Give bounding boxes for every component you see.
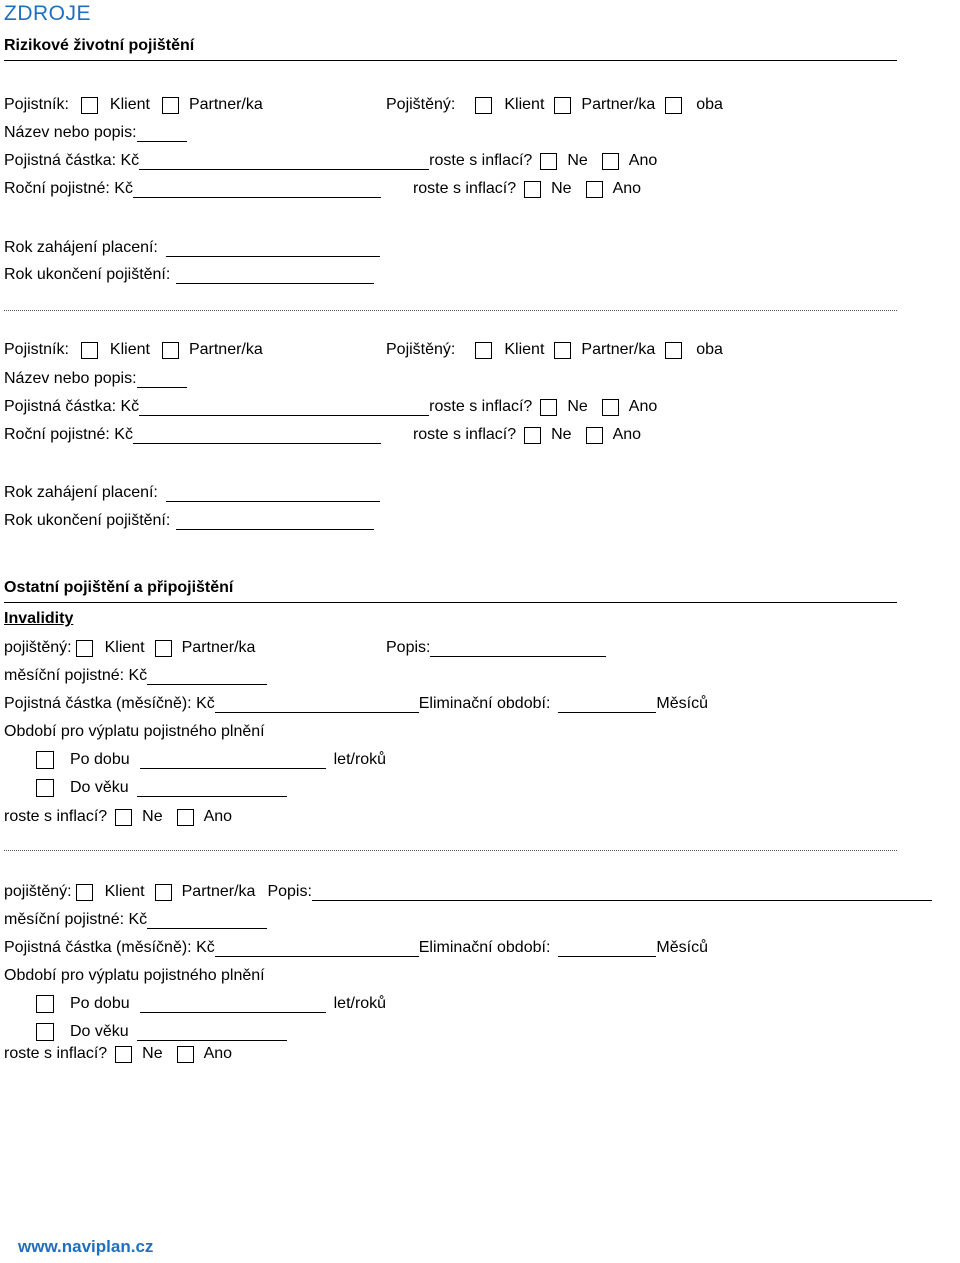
months-label: Měsíců [656, 695, 708, 712]
waiting-period-field[interactable] [558, 940, 656, 957]
inflation-label: roste s inflací? [4, 1045, 108, 1062]
monthly-sum-field[interactable] [215, 696, 419, 713]
section-divider [4, 602, 897, 603]
duration-label: Po dobu [70, 751, 130, 768]
insured-client-checkbox[interactable] [76, 640, 93, 657]
years-label: let/roků [333, 751, 387, 768]
block-divider [4, 850, 897, 851]
sum-insured-field[interactable] [139, 153, 429, 170]
yes-label: Ano [628, 398, 658, 415]
monthly-sum-field[interactable] [215, 940, 419, 957]
duration-checkbox[interactable] [36, 995, 54, 1013]
name-field[interactable] [137, 125, 187, 142]
payment-start-field[interactable] [166, 485, 380, 502]
client-label: Klient [109, 341, 150, 358]
age-field[interactable] [137, 780, 287, 797]
waiting-period-label: Eliminační období: [418, 695, 551, 712]
payout-period-label: Období pro výplatu pojistného plnění [4, 723, 265, 740]
description-row [386, 637, 606, 659]
yes-label: Ano [628, 152, 658, 169]
no-label: Ne [551, 426, 572, 443]
client-label: Klient [104, 639, 145, 656]
insurance-end-label: Rok ukončení pojištění: [4, 266, 171, 283]
policyholder-client-checkbox[interactable] [81, 342, 98, 359]
inflation-yes-checkbox[interactable] [177, 809, 194, 826]
inflation-label: roste s inflací? [429, 152, 533, 169]
insured-label: pojištěný: [4, 639, 72, 656]
footer-website-link[interactable]: www.naviplan.cz [18, 1237, 154, 1256]
subheading-disability: Invalidity [4, 610, 74, 627]
annual-premium-row [4, 424, 641, 446]
description-label: Popis: [386, 639, 431, 656]
partner-label: Partner/ka [581, 341, 656, 358]
insured-client-checkbox[interactable] [76, 884, 93, 901]
payment-start-row [4, 482, 380, 504]
insured-partner-checkbox[interactable] [554, 97, 571, 114]
partner-label: Partner/ka [581, 96, 656, 113]
name-row [4, 122, 187, 144]
monthly-premium-row [4, 909, 267, 931]
duration-checkbox[interactable] [36, 751, 54, 769]
insurance-end-row [4, 510, 374, 532]
payout-period-row [4, 965, 265, 987]
section-heading-other-insurance: Ostatní pojištění a připojištění [4, 579, 234, 596]
insurance-end-row [4, 264, 374, 286]
duration-row [36, 749, 386, 771]
inflation-yes-checkbox[interactable] [602, 153, 619, 170]
inflation-row [4, 1043, 232, 1065]
annual-premium-field[interactable] [133, 427, 381, 444]
monthly-sum-row [4, 937, 708, 959]
payment-start-label: Rok zahájení placení: [4, 239, 158, 256]
insured-client-checkbox[interactable] [475, 97, 492, 114]
page-title: ZDROJE [4, 2, 91, 25]
insured-partner-checkbox[interactable] [155, 884, 172, 901]
section-heading-life-insurance: Rizikové životní pojištění [4, 37, 195, 54]
insured-row [386, 94, 723, 116]
insured-label: Pojištěný: [386, 341, 456, 358]
monthly-premium-label: měsíční pojistné: Kč [4, 667, 148, 684]
inflation-yes-checkbox[interactable] [602, 399, 619, 416]
payout-period-label: Období pro výplatu pojistného plnění [4, 967, 265, 984]
both-label: oba [696, 96, 723, 113]
no-label: Ne [142, 1045, 163, 1062]
monthly-premium-field[interactable] [147, 668, 267, 685]
policyholder-partner-checkbox[interactable] [162, 97, 179, 114]
name-field[interactable] [137, 371, 187, 388]
no-label: Ne [567, 398, 588, 415]
client-label: Klient [504, 341, 545, 358]
inflation-label: roste s inflací? [412, 426, 517, 443]
inflation-no-checkbox[interactable] [540, 153, 557, 170]
insured-label: Pojištěný: [386, 96, 456, 113]
insurance-end-field[interactable] [176, 267, 374, 284]
inflation-label: roste s inflací? [429, 398, 533, 415]
inflation-no-checkbox[interactable] [540, 399, 557, 416]
inflation-no-checkbox[interactable] [115, 809, 132, 826]
policyholder-label: Pojistník: [4, 96, 69, 113]
sum-insured-field[interactable] [139, 399, 429, 416]
section-divider [4, 60, 897, 61]
insured-both-checkbox[interactable] [665, 97, 682, 114]
inflation-row [4, 806, 232, 828]
inflation-no-checkbox[interactable] [115, 1046, 132, 1063]
age-checkbox[interactable] [36, 1023, 54, 1041]
insured-partner-checkbox[interactable] [554, 342, 571, 359]
policyholder-partner-checkbox[interactable] [162, 342, 179, 359]
no-label: Ne [142, 808, 163, 825]
monthly-premium-field[interactable] [147, 912, 267, 929]
policyholder-row [4, 94, 263, 116]
sum-insured-row [4, 150, 657, 172]
monthly-premium-row [4, 665, 267, 687]
insurance-end-field[interactable] [176, 513, 374, 530]
name-label: Název nebo popis: [4, 370, 137, 387]
age-label: Do věku [70, 1023, 129, 1040]
payout-period-row [4, 721, 265, 743]
client-label: Klient [109, 96, 150, 113]
annual-premium-row [4, 178, 641, 200]
duration-row [36, 993, 386, 1015]
insured-row [4, 637, 255, 659]
partner-label: Partner/ka [188, 341, 263, 358]
age-checkbox[interactable] [36, 779, 54, 797]
name-label: Název nebo popis: [4, 124, 137, 141]
insured-client-checkbox[interactable] [475, 342, 492, 359]
name-row [4, 368, 187, 390]
insured-both-checkbox[interactable] [665, 342, 682, 359]
months-label: Měsíců [656, 939, 708, 956]
sum-insured-label: Pojistná částka: Kč [4, 398, 140, 415]
partner-label: Partner/ka [181, 883, 256, 900]
yes-label: Ano [612, 180, 642, 197]
no-label: Ne [567, 152, 588, 169]
sum-insured-row [4, 396, 657, 418]
waiting-period-field[interactable] [558, 696, 656, 713]
monthly-sum-label: Pojistná částka (měsíčně): Kč [4, 939, 215, 956]
age-row [36, 1021, 287, 1043]
policyholder-row [4, 339, 263, 361]
age-row [36, 777, 287, 799]
payment-start-field[interactable] [166, 240, 380, 257]
yes-label: Ano [203, 1045, 233, 1062]
yes-label: Ano [612, 426, 642, 443]
monthly-premium-label: měsíční pojistné: Kč [4, 911, 148, 928]
payment-start-label: Rok zahájení placení: [4, 484, 158, 501]
sum-insured-label: Pojistná částka: Kč [4, 152, 140, 169]
insurance-end-label: Rok ukončení pojištění: [4, 512, 171, 529]
insured-partner-checkbox[interactable] [155, 640, 172, 657]
annual-premium-label: Roční pojistné: Kč [4, 426, 133, 443]
years-label: let/roků [333, 995, 387, 1012]
inflation-yes-checkbox[interactable] [177, 1046, 194, 1063]
insured-row [4, 881, 960, 903]
description-label: Popis: [267, 883, 312, 900]
description-field[interactable] [312, 884, 932, 901]
waiting-period-label: Eliminační období: [418, 939, 551, 956]
inflation-yes-checkbox[interactable] [586, 427, 603, 444]
age-label: Do věku [70, 779, 129, 796]
annual-premium-label: Roční pojistné: Kč [4, 180, 133, 197]
yes-label: Ano [203, 808, 233, 825]
both-label: oba [696, 341, 723, 358]
insured-row [386, 339, 723, 361]
duration-field[interactable] [140, 752, 326, 769]
client-label: Klient [504, 96, 545, 113]
insured-label: pojištěný: [4, 883, 72, 900]
inflation-label: roste s inflací? [4, 808, 108, 825]
duration-label: Po dobu [70, 995, 130, 1012]
monthly-sum-row [4, 693, 708, 715]
partner-label: Partner/ka [181, 639, 256, 656]
description-field[interactable] [430, 640, 606, 657]
annual-premium-field[interactable] [133, 181, 381, 198]
duration-field[interactable] [140, 996, 326, 1013]
policyholder-label: Pojistník: [4, 341, 69, 358]
payment-start-row [4, 237, 380, 259]
partner-label: Partner/ka [188, 96, 263, 113]
inflation-no-checkbox[interactable] [524, 181, 541, 198]
client-label: Klient [104, 883, 145, 900]
inflation-label: roste s inflací? [412, 180, 517, 197]
inflation-yes-checkbox[interactable] [586, 181, 603, 198]
age-field[interactable] [137, 1024, 287, 1041]
policyholder-client-checkbox[interactable] [81, 97, 98, 114]
inflation-no-checkbox[interactable] [524, 427, 541, 444]
block-divider [4, 310, 897, 311]
no-label: Ne [551, 180, 572, 197]
monthly-sum-label: Pojistná částka (měsíčně): Kč [4, 695, 215, 712]
